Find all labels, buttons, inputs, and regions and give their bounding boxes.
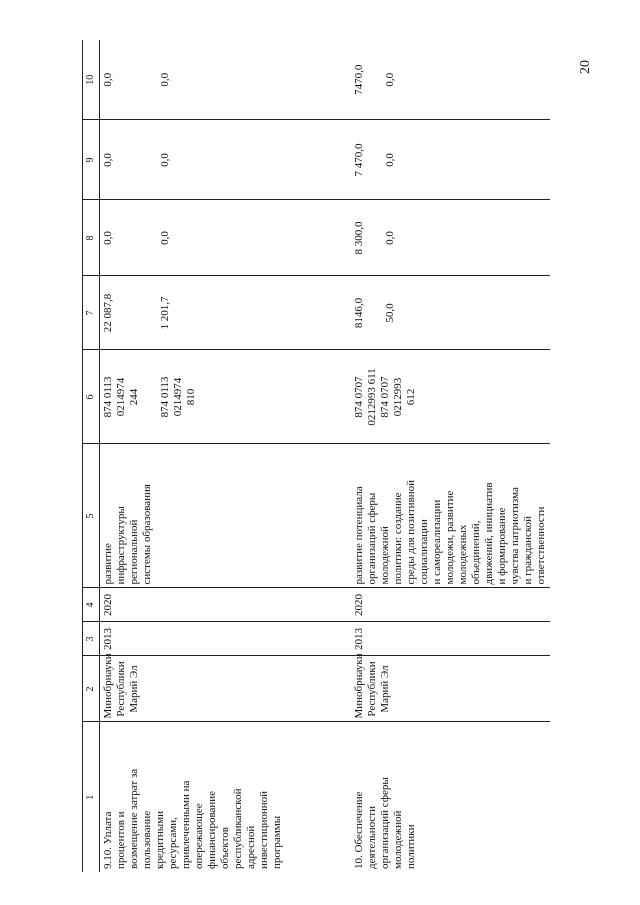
value-8a: 8 300,0 [353,221,365,255]
value-7b: 50,0 [384,303,396,323]
value-9a: 0,0 [102,153,114,167]
budget-table [82,40,550,872]
value-7a: 22 087,8 [102,293,114,333]
value-8b: 0,0 [384,231,396,245]
value-10a: 7470,0 [353,64,365,95]
value-8a: 0,0 [102,231,114,245]
budget-code-a: 874 0113 0214974 244 [102,376,140,418]
row-budget-code [351,350,550,444]
value-9b: 0,0 [159,153,171,167]
row-end-year: 2020 [100,588,352,622]
value-10a: 0,0 [102,72,114,87]
row-description: развитие инфраструктуры региональной системы образования [100,444,352,588]
col-header-7: 7 [83,276,100,350]
col-header-4: 4 [83,588,100,622]
row-value-9 [100,120,352,200]
budget-code-b: 874 0113 0214974 810 [159,376,197,418]
row-end-year: 2020 [351,588,550,622]
value-7a: 8146,0 [353,297,365,329]
col-header-3: 3 [83,622,100,656]
header-row [83,40,100,872]
col-header-8: 8 [83,200,100,276]
table-row [351,40,550,872]
col-header-9: 9 [83,120,100,200]
row-activity-name: 10. Обеспечение деятельности организаций сферы молодежной политики [353,777,417,869]
row-value-9 [351,120,550,200]
rotated-table-container [82,40,558,872]
row-value-7 [351,276,550,350]
value-9a: 7 470,0 [353,143,365,177]
row-value-8 [100,200,352,276]
col-header-2: 2 [83,656,100,722]
row-activity-name: 9.10. Уплата процентов и возмещение затрат за пользование кредитными ресурсами, привлеченными на опережающее финансирование объектов республиканской адресной инвестиционной программы [102,768,283,869]
row-start-year: 2013 [351,622,550,656]
value-10b: 0,0 [384,72,396,87]
value-10b: 0,0 [159,72,171,87]
col-header-10: 10 [83,40,100,120]
row-value-7 [100,276,352,350]
row-value-10 [351,40,550,120]
row-budget-code [100,350,352,444]
row-executor: Минобрнауки Республики Марий Эл [351,656,550,722]
table-row [100,40,352,872]
row-start-year: 2013 [100,622,352,656]
col-header-1: 1 [83,722,100,872]
budget-code-a: 874 0707 0212993 611 874 0707 0212993 612 [353,368,417,426]
row-value-10 [100,40,352,120]
row-value-8 [351,200,550,276]
page-number-text: 20 [578,60,593,74]
row-executor: Минобрнауки Республики Марий Эл [100,656,352,722]
row-description: развитие потенциала организаций сферы молодежной политики: создание среды для позитивной социализации и самореализации молодежи, развитие молодежных объединений, движений, инициатив и формирование чувства патриотизма и гражданской ответственности [351,444,550,588]
value-7b: 1 201,7 [159,296,171,330]
col-header-6: 6 [83,350,100,444]
value-9b: 0,0 [384,153,396,167]
value-8b: 0,0 [159,231,171,245]
col-header-5: 5 [83,444,100,588]
